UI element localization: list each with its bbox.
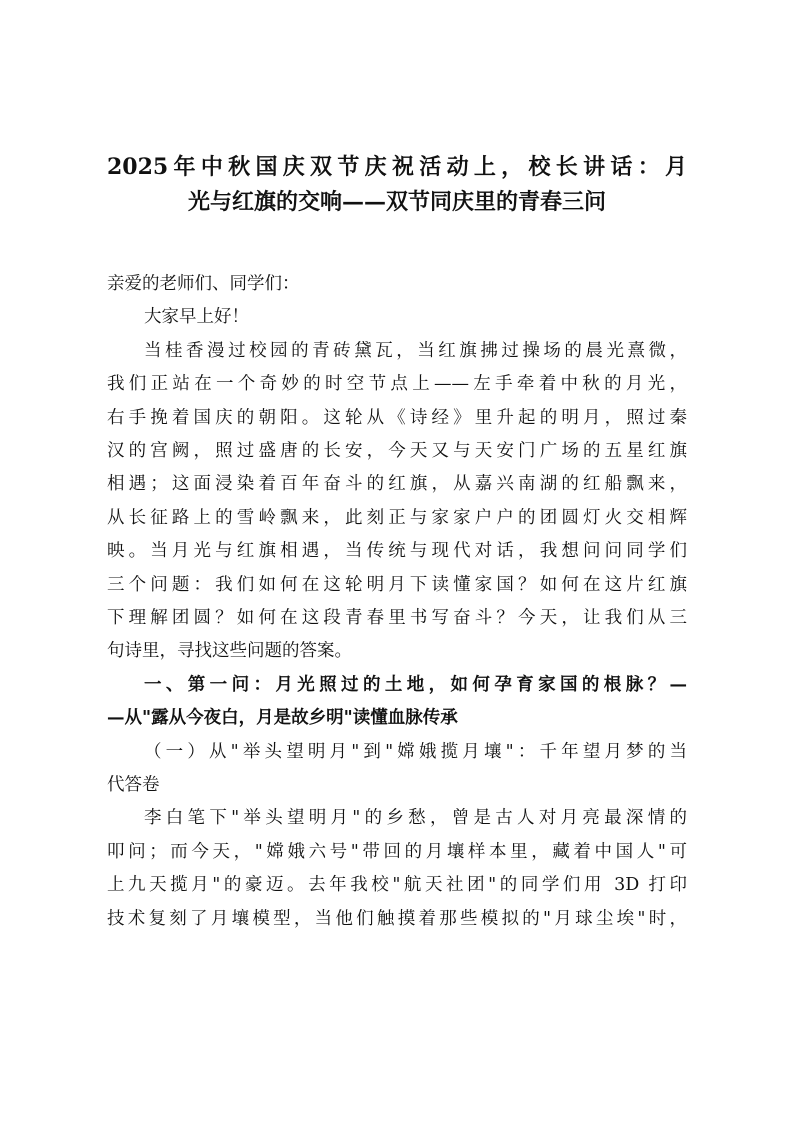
text-line: 叩问；而今天，"嫦娥六号"带回的月壤样本里，藏着中国人"可 [107,841,687,862]
heading-line: 代答卷 [107,774,160,795]
greeting: 大家早上好！ [144,307,249,328]
text-line: 三个问题：我们如何在这轮明月下读懂家国？如何在这片红旗 [107,574,687,595]
text-line: 技术复刻了月壤模型，当他们触摸着那些模拟的"月球尘埃"时， [107,908,687,929]
paragraph [107,802,687,936]
text-line: 上九天揽月"的豪迈。去年我校"航天社团"的同学们用 3D 打印 [107,875,687,896]
salutation: 亲爱的老师们、同学们： [107,274,300,294]
heading-line: —从"露从今夜白，月是故乡明"读懂血脉传承 [107,708,458,729]
text-line: 当桂香漫过校园的青砖黛瓦，当红旗拂过操场的晨光熹微， [144,340,687,361]
text-line: 汉的宫阙，照过盛唐的长安，今天又与天安门广场的五星红旗 [107,440,687,461]
text-line: 下理解团圆？如何在这段青春里书写奋斗？今天，让我们从三 [107,607,687,628]
heading-line: （一）从"举头望明月"到"嫦娥揽月壤"：千年望月梦的当 [144,741,687,762]
title-line: 光与红旗的交响——双节同庆里的青春三问 [187,189,606,215]
document-body [107,268,687,936]
text-line: 映。当月光与红旗相遇，当传统与现代对话，我想问问同学们 [107,541,687,562]
text-line: 我们正站在一个奇妙的时空节点上——左手牵着中秋的月光， [107,374,687,395]
text-line: 李白笔下"举头望明月"的乡愁，曾是古人对月亮最深情的 [144,808,687,829]
document-page [107,150,687,936]
text-line: 右手挽着国庆的朝阳。这轮从《诗经》里升起的明月，照过秦 [107,407,687,428]
document-title [107,150,687,220]
text-line: 相遇；这面浸染着百年奋斗的红旗，从嘉兴南湖的红船飘来， [107,474,687,495]
subsection-heading-1 [107,736,687,803]
section-heading-1 [107,669,687,736]
text-line: 句诗里，寻找这些问题的答案。 [107,641,352,662]
intro-paragraph [107,335,687,669]
title-line: 2025年中秋国庆双节庆祝活动上，校长讲话：月 [107,154,687,180]
text-line: 从长征路上的雪岭飘来，此刻正与家家户户的团圆灯火交相辉 [107,507,687,528]
heading-line: 一、第一问：月光照过的土地，如何孕育家国的根脉？— [144,674,687,695]
